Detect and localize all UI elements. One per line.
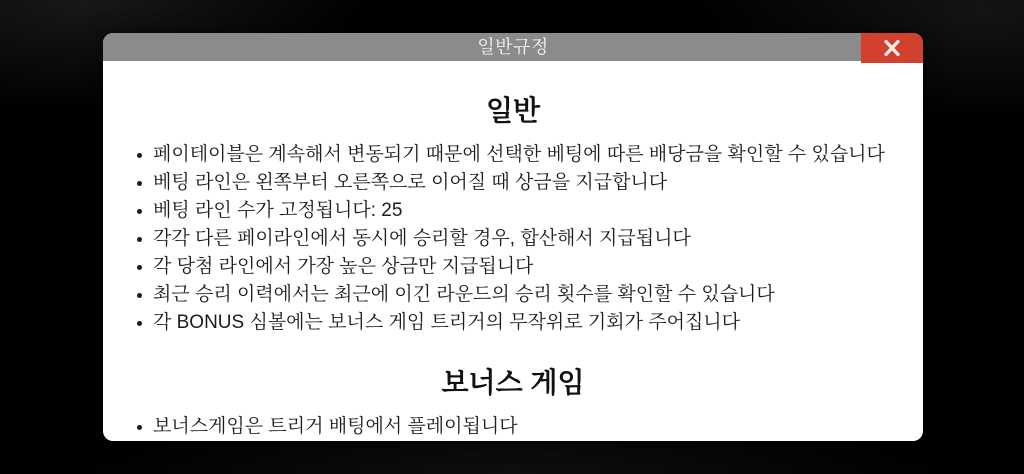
rule-item: 최근 승리 이력에서는 최근에 이긴 라운드의 승리 횟수를 확인할 수 있습니다 <box>137 281 893 309</box>
close-icon <box>882 38 902 58</box>
rule-item: 각 당첨 라인에서 가장 높은 상금만 지급됩니다 <box>137 253 893 281</box>
rule-item: 보너스게임은 트리거 배팅에서 플레이됩니다 <box>137 413 893 441</box>
section-heading-bonus: 보너스 게임 <box>441 367 585 398</box>
rules-list-bonus <box>133 413 893 441</box>
rule-item: 각각 다른 페이라인에서 동시에 승리할 경우, 합산해서 지급됩니다 <box>137 225 893 253</box>
rule-item: 페이테이블은 계속해서 변동되기 때문에 선택한 베팅에 따른 배당금을 확인할 수 있습니다 <box>137 141 893 169</box>
close-button[interactable] <box>861 33 923 63</box>
rule-item: 베팅 라인은 왼쪽부터 오른쪽으로 이어질 때 상금을 지급합니다 <box>137 169 893 197</box>
dialog-content <box>103 61 923 441</box>
rules-list-general <box>133 141 893 337</box>
dialog-title: 일반규정 <box>477 37 549 57</box>
dialog-titlebar[interactable] <box>103 33 923 61</box>
rule-item: 베팅 라인 수가 고정됩니다: 25 <box>137 197 893 225</box>
rule-item: 각 BONUS 심볼에는 보너스 게임 트리거의 무작위로 기회가 주어집니다 <box>137 309 893 337</box>
rules-dialog <box>103 33 923 441</box>
section-heading-general: 일반 <box>485 95 541 126</box>
